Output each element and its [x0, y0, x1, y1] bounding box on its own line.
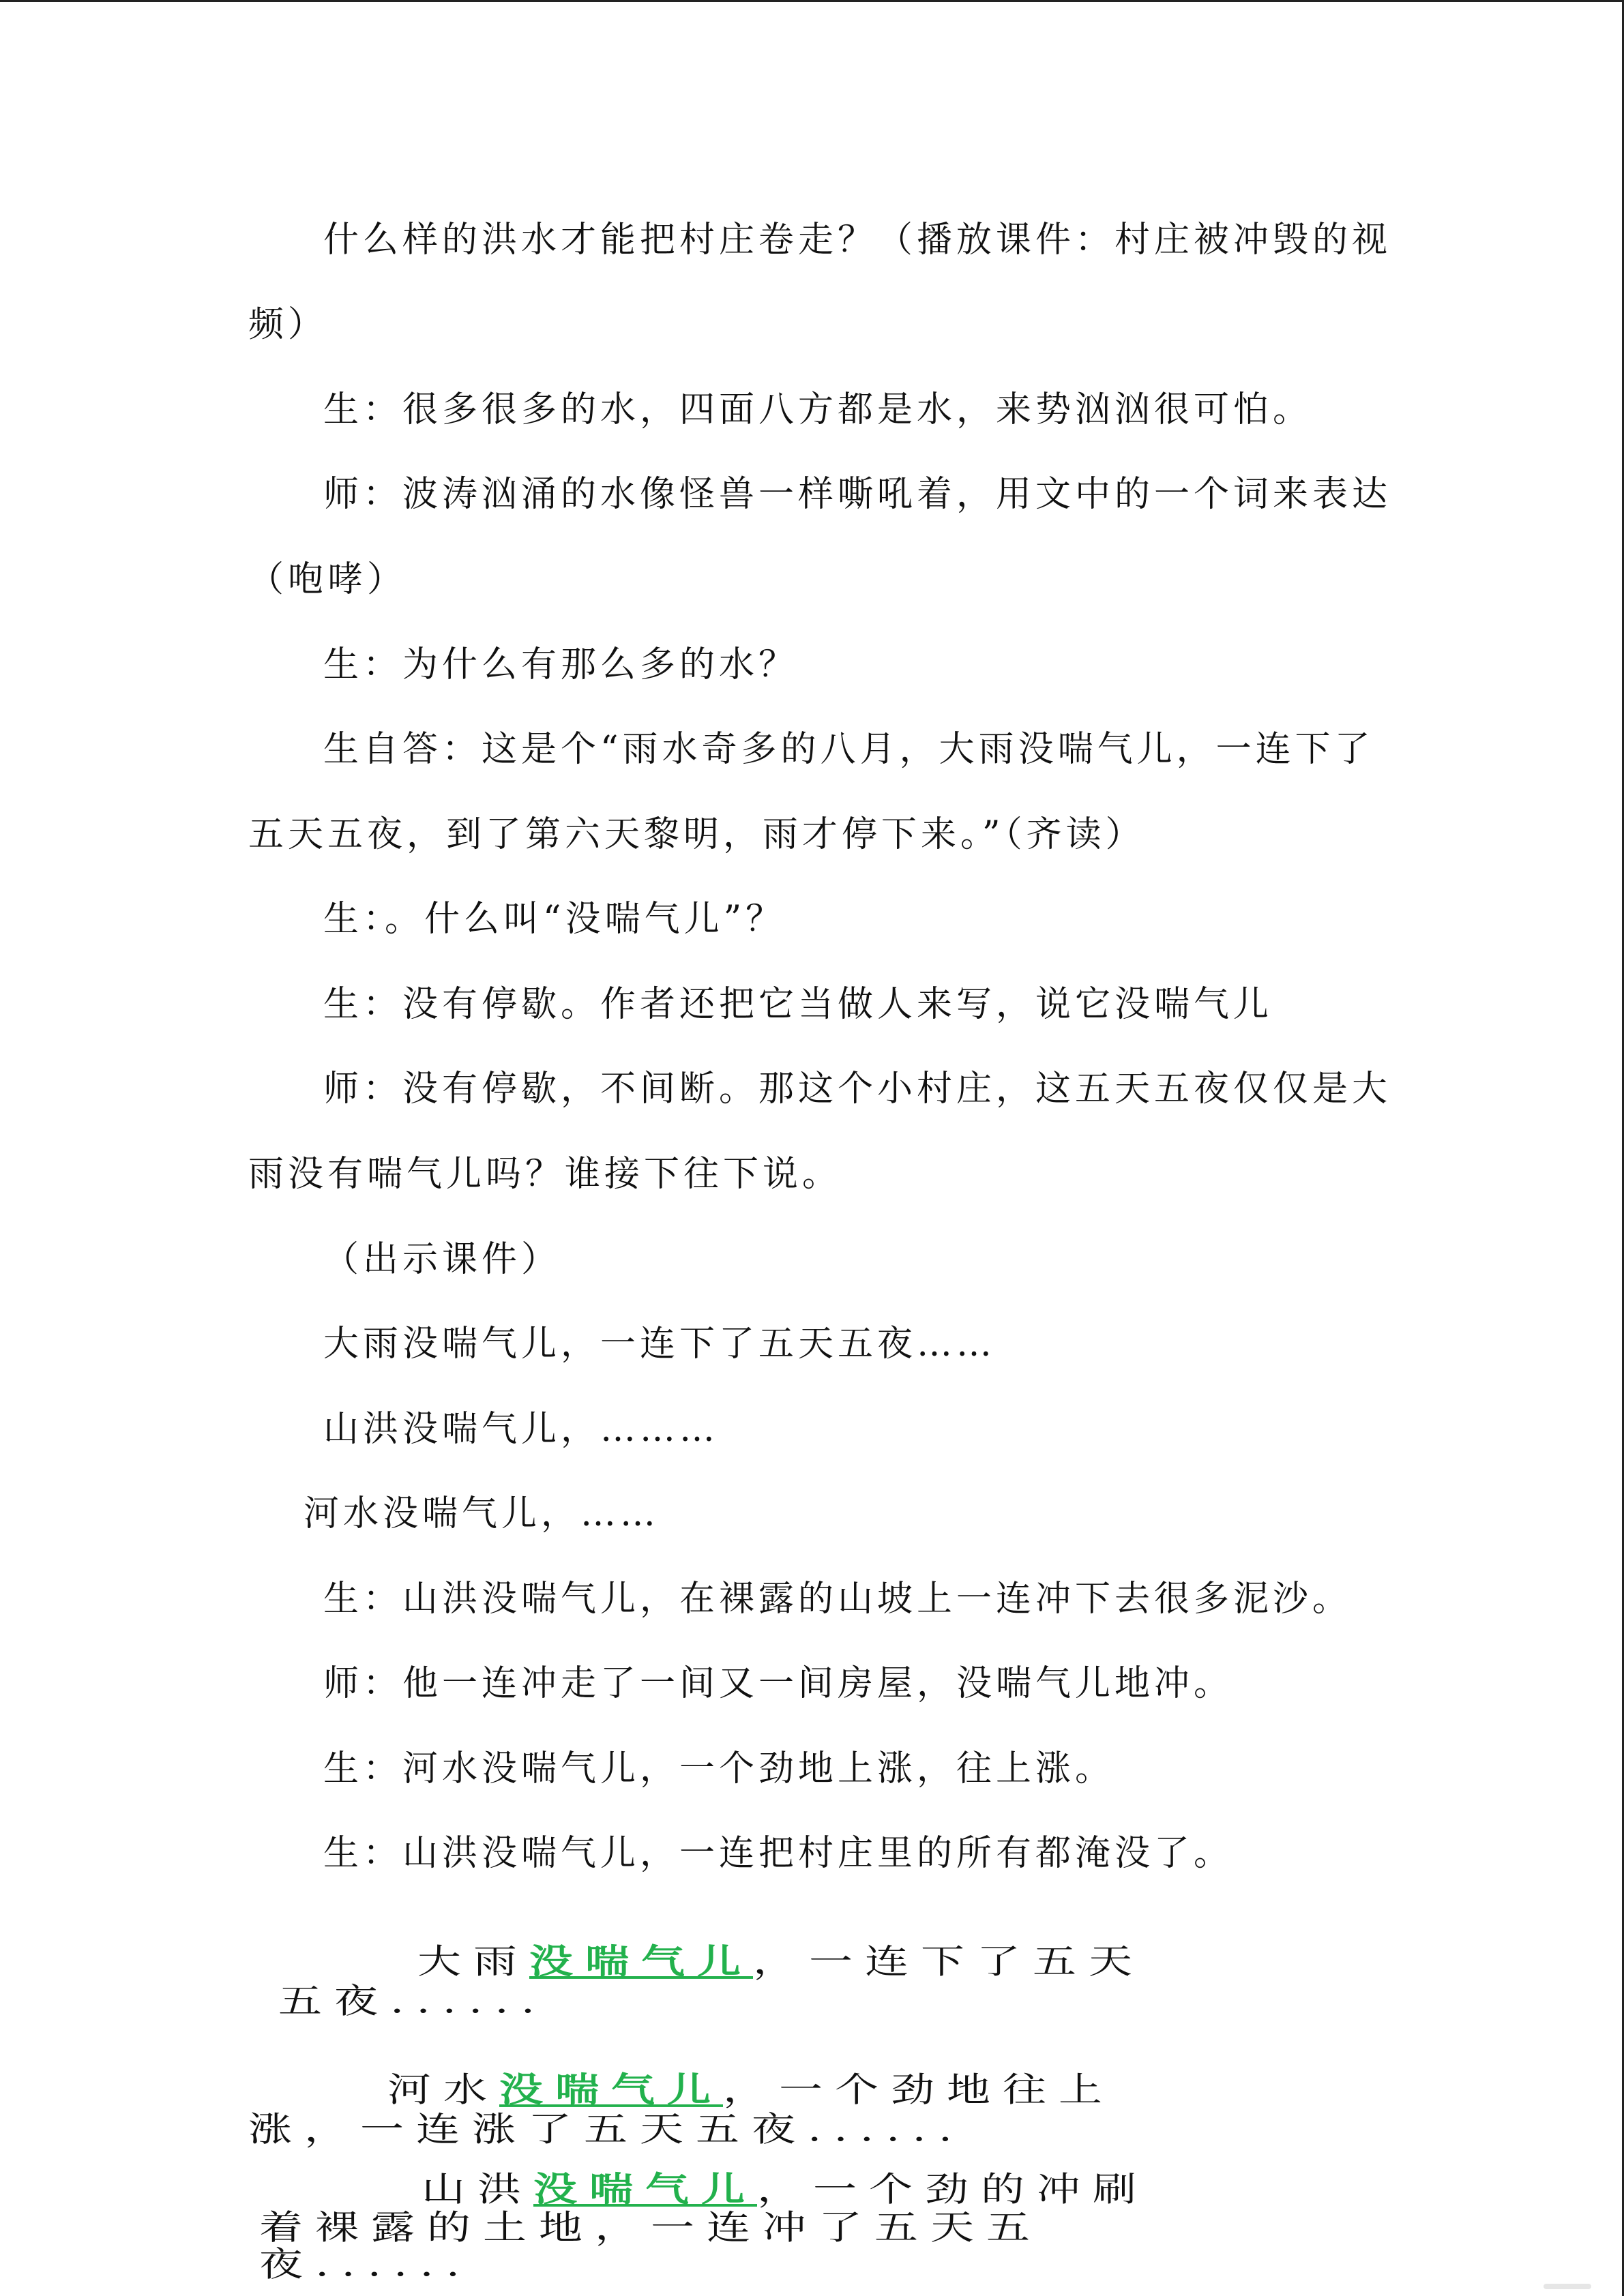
slide-line [248, 2110, 965, 2149]
slide-line [422, 2169, 1149, 2209]
slide-line-pre: 涨，一连涨了五天五夜...... [248, 2110, 965, 2149]
paragraph-line: 雨没有喘气儿吗？谁接下往下说。 [248, 1154, 842, 1195]
paragraph-line: （出示课件） [323, 1239, 561, 1280]
paragraph-line: 大雨没喘气儿，一连下了五天五夜…… [323, 1324, 996, 1365]
slide-line-pre: 大雨 [417, 1942, 529, 1982]
paragraph-line: 生：很多很多的水，四面八方都是水，来势汹汹很可怕。 [323, 389, 1313, 430]
paragraph-line: 生：没有停歇。作者还把它当做人来写，说它没喘气儿 [323, 984, 1273, 1025]
slide-line-pre: 五夜...... [278, 1982, 548, 2021]
paragraph-line: 生：山洪没喘气儿，一连把村庄里的所有都淹没了。 [323, 1833, 1234, 1874]
slide-line [259, 2245, 473, 2284]
slide-line-post: ，一连下了五天 [753, 1942, 1145, 1982]
paragraph-line: 生自答：这是个“雨水奇多的八月，大雨没喘气儿，一连下了 [323, 729, 1374, 770]
slide-line-pre: 夜...... [259, 2245, 473, 2284]
slide-highlight: 没喘气儿 [533, 2169, 757, 2209]
slide-line [278, 1982, 548, 2021]
slide-line [417, 1941, 1145, 1982]
paragraph-line: 生：山洪没喘气儿，在裸露的山坡上一连冲下去很多泥沙。 [323, 1579, 1353, 1620]
slide-highlight: 没喘气儿 [529, 1941, 753, 1982]
page-corner-mark [1544, 2284, 1591, 2289]
slide-line-pre: 山洪 [422, 2170, 533, 2209]
paragraph-line: 师：他一连冲走了一间又一间房屋，没喘气儿地冲。 [323, 1663, 1234, 1704]
page-top-border [0, 0, 1624, 2]
paragraph-line: 五天五夜，到了第六天黎明，雨才停下来。”（齐读） [248, 814, 1145, 855]
paragraph-line: 师：没有停歇，不间断。那这个小村庄，这五天五夜仅仅是大 [323, 1069, 1392, 1109]
paragraph-line: 什么样的洪水才能把村庄卷走？（播放课件：村庄被冲毁的视 [323, 220, 1392, 260]
paragraph-line: 生：河水没喘气儿，一个劲地上涨，往上涨。 [323, 1748, 1115, 1789]
paragraph-line: 频） [248, 304, 328, 345]
slide-line-pre: 着裸露的土地，一连冲了五天五 [259, 2208, 1042, 2248]
paragraph-line: 师：波涛汹涌的水像怪兽一样嘶吼着，用文中的一个词来表达 [323, 474, 1392, 515]
paragraph-line: 河水没喘气儿，…… [304, 1493, 660, 1534]
slide-line-post: ，一个劲地往上 [723, 2070, 1114, 2110]
slide-line-post: ，一个劲的冲刷 [757, 2170, 1149, 2209]
paragraph-line: 山洪没喘气儿，……… [323, 1409, 720, 1450]
slide-line [259, 2208, 1042, 2248]
paragraph-line: 生：为什么有那么多的水？ [323, 644, 799, 685]
slide-highlight: 没喘气儿 [499, 2070, 723, 2110]
paragraph-line: （咆哮） [248, 559, 407, 600]
paragraph-line: 生：。什么叫“没喘气儿”？ [323, 899, 786, 940]
slide-line [387, 2070, 1114, 2110]
slide-line-pre: 河水 [387, 2070, 499, 2110]
